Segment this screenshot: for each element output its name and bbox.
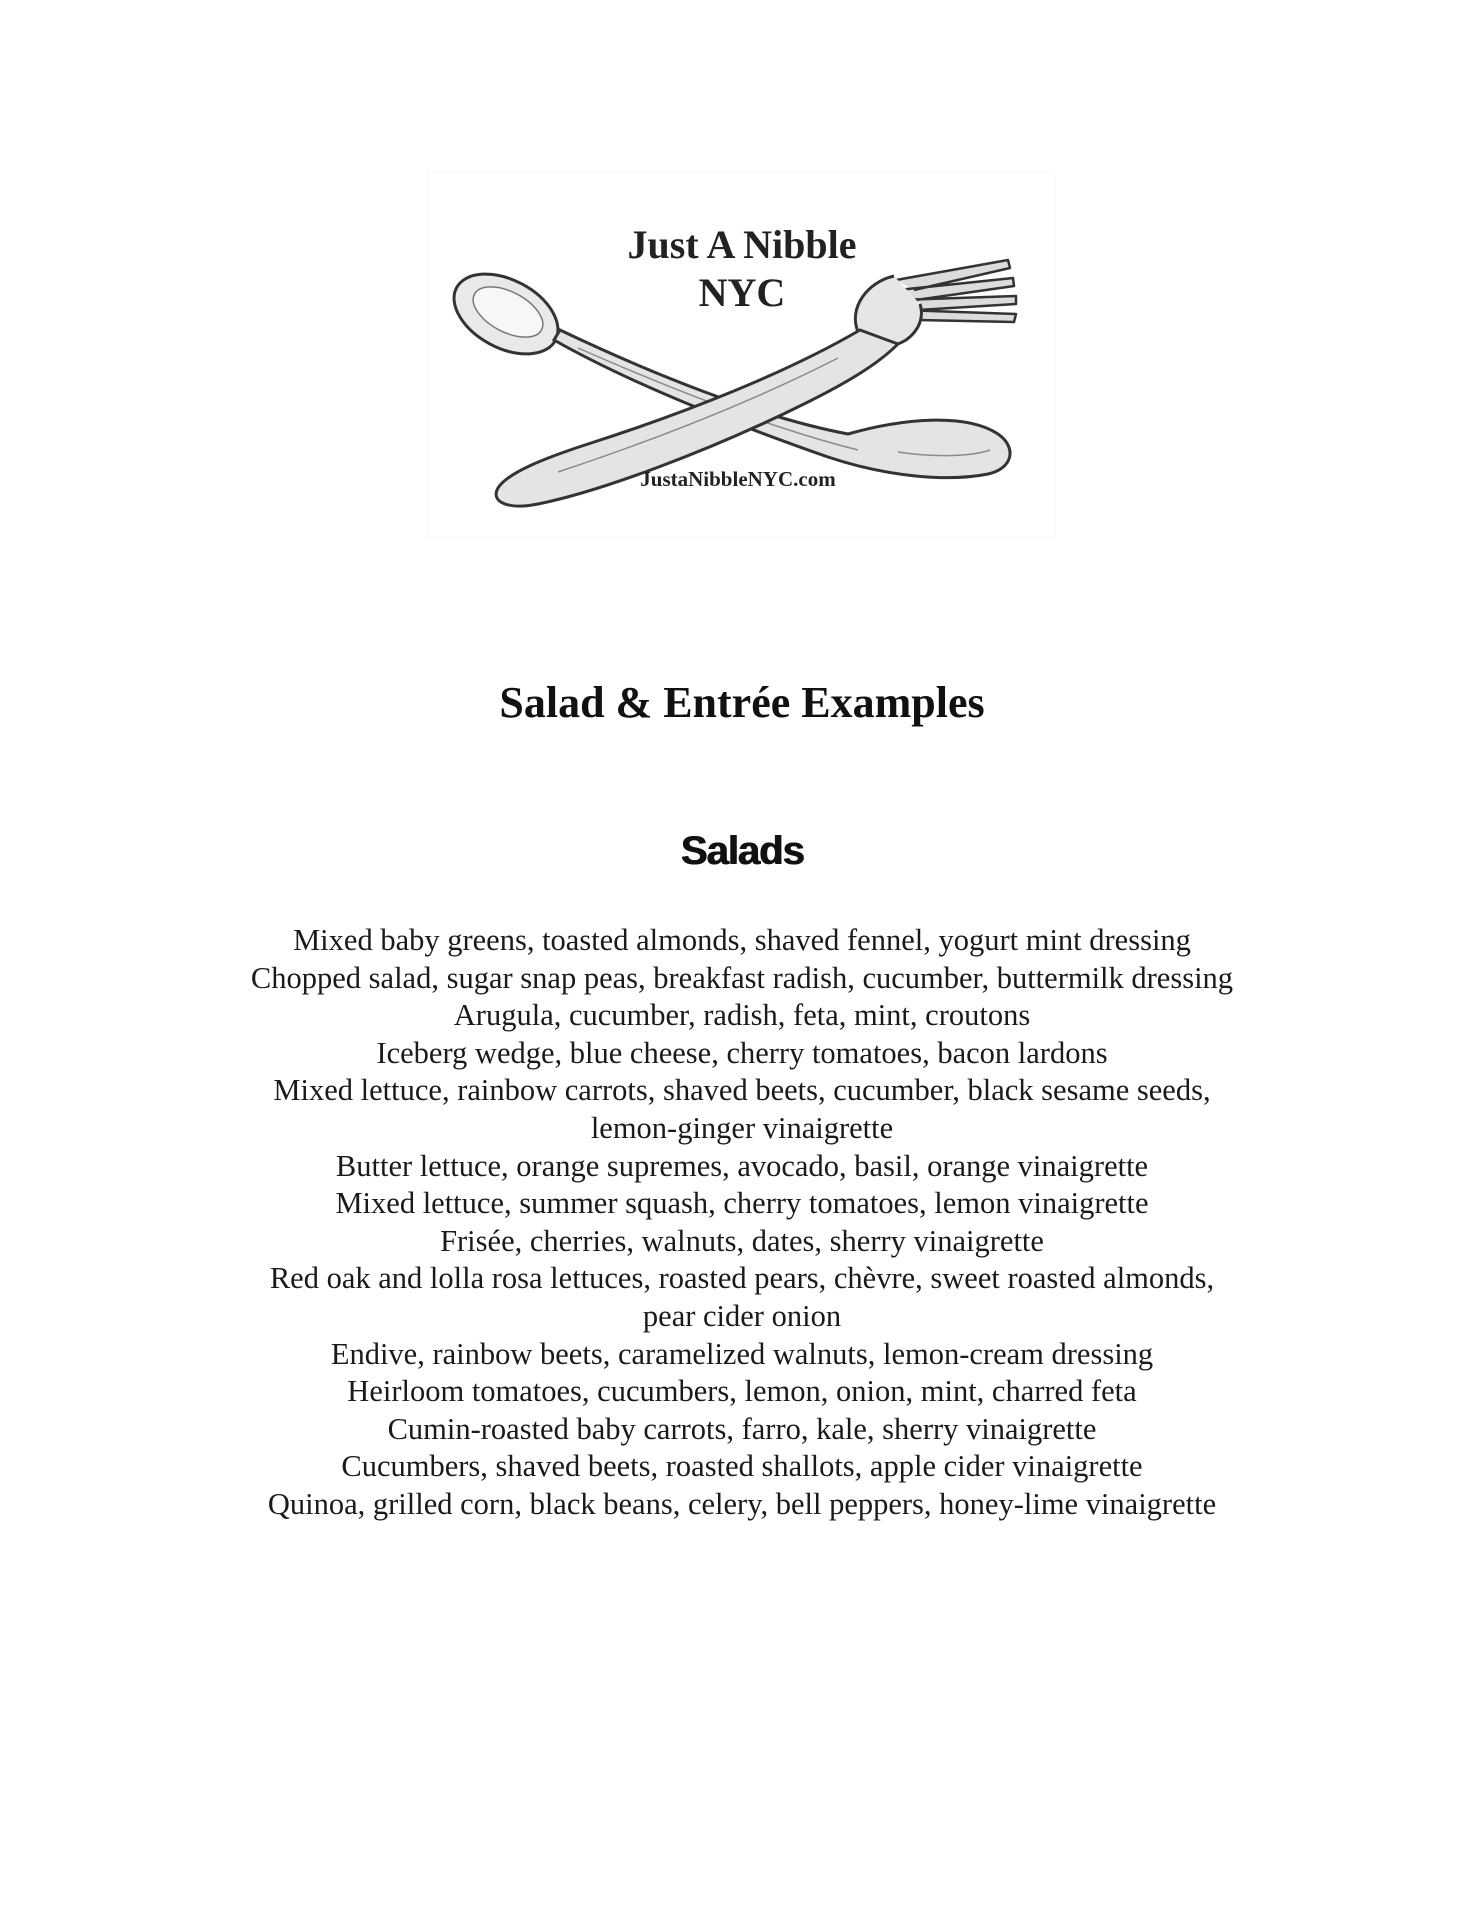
salad-list [150,922,1334,1524]
section-heading-salads: Salads [680,829,804,873]
salad-item: Cucumbers, shaved beets, roasted shallots, apple cider vinaigrette [341,1449,1143,1484]
logo-name-line2: NYC [698,270,786,315]
salad-item: Frisée, cherries, walnuts, dates, sherry vinaigrette [440,1223,1044,1258]
salad-item: Butter lettuce, orange supremes, avocado, basil, orange vinaigrette [335,1148,1149,1183]
salad-item: pear cider onion [642,1298,842,1333]
salad-item: Iceberg wedge, blue cheese, cherry tomatoes, bacon lardons [376,1035,1108,1070]
salad-item: Chopped salad, sugar snap peas, breakfast radish, cucumber, buttermilk dressing [250,960,1234,995]
salad-item: Mixed baby greens, toasted almonds, shaved fennel, yogurt mint dressing [293,923,1191,957]
salad-item: Heirloom tomatoes, cucumbers, lemon, onion, mint, charred feta [347,1374,1137,1409]
salad-item: Endive, rainbow beets, caramelized walnuts, lemon-cream dressing [330,1336,1154,1371]
company-logo [428,172,1056,538]
salad-item: Mixed lettuce, summer squash, cherry tomatoes, lemon vinaigrette [335,1186,1149,1221]
logo-website: JustaNibbleNYC.com [640,467,836,491]
salad-item: lemon-ginger vinaigrette [590,1110,894,1145]
salad-item: Mixed lettuce, rainbow carrots, shaved beets, cucumber, black sesame seeds, [273,1073,1211,1108]
logo-name-line1: Just A Nibble [627,222,857,267]
page-title: Salad & Entrée Examples [499,678,985,727]
salad-item: Quinoa, grilled corn, black beans, celery, bell peppers, honey-lime vinaigrette [267,1486,1217,1521]
salad-item: Red oak and lolla rosa lettuces, roasted pears, chèvre, sweet roasted almonds, [269,1261,1215,1296]
salad-item: Cumin-roasted baby carrots, farro, kale, sherry vinaigrette [387,1411,1097,1446]
salad-item: Arugula, cucumber, radish, feta, mint, croutons [453,998,1031,1033]
